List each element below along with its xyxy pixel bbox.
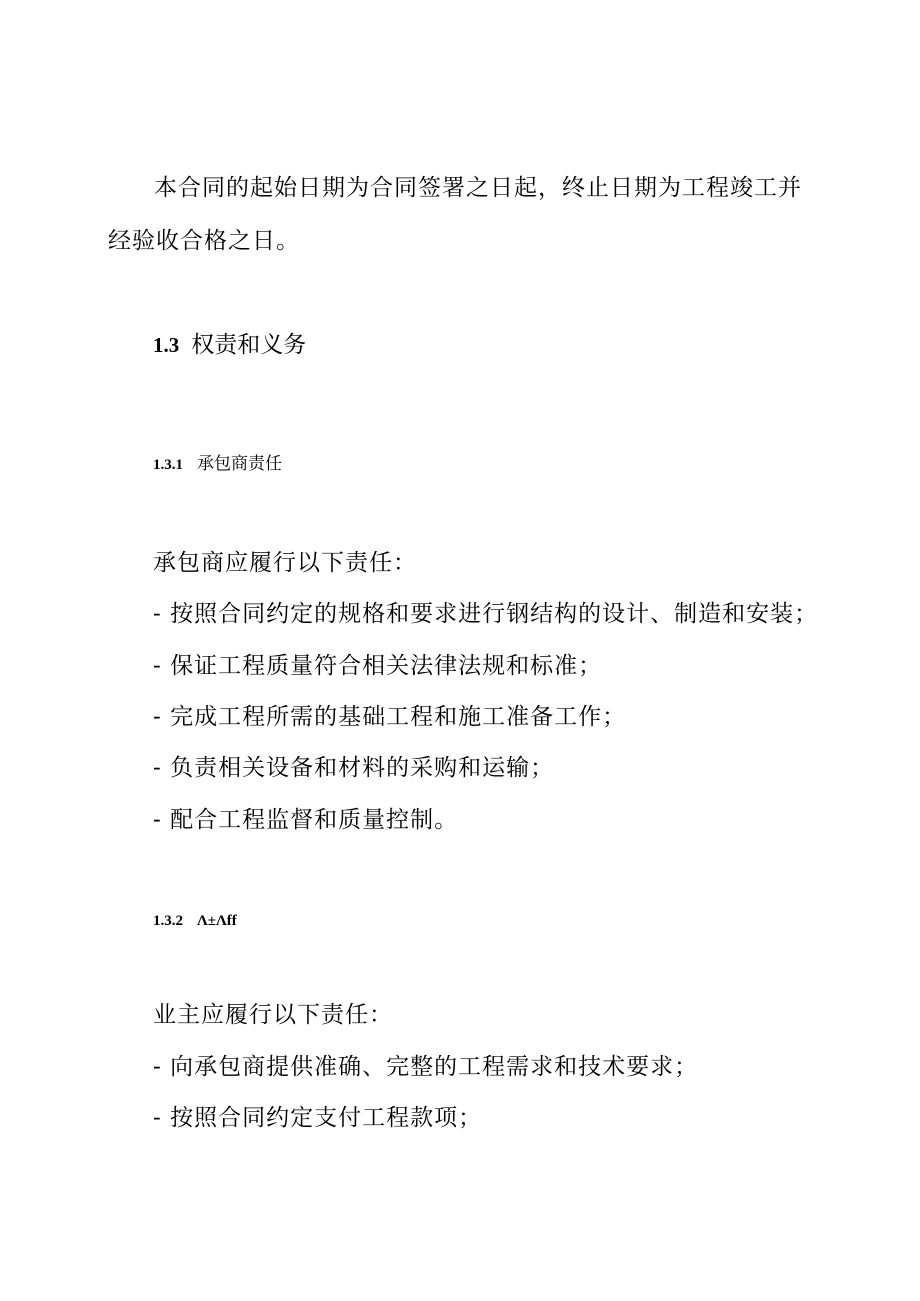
list-item: - 负责相关设备和材料的采购和运输； (153, 755, 555, 781)
list-item: - 保证工程质量符合相关法律法规和标准； (153, 653, 603, 679)
list-item: - 按照合同约定的规格和要求进行钢结构的设计、制造和安装； (153, 601, 819, 627)
contractor-lead-text: 承包商应履行以下责任： (153, 550, 417, 576)
subsection-title: 承包商责任 (197, 454, 282, 474)
intro-paragraph-text: 本合同的起始日期为合同签署之日起，终止日期为工程竣工并经验收合格之日。 (108, 175, 802, 254)
section-heading-1-3 (153, 330, 306, 360)
subsection-heading-1-3-1 (153, 452, 282, 477)
owner-lead-text: 业主应履行以下责任： (153, 1002, 393, 1028)
subsection-number: 1.3.2 (153, 913, 183, 929)
intro-paragraph (108, 162, 808, 268)
subsection-number: 1.3.1 (153, 457, 183, 473)
section-number: 1.3 (153, 333, 180, 357)
subsection-title: Λ±Λff (197, 913, 237, 929)
list-item: - 向承包商提供准确、完整的工程需求和技术要求； (153, 1054, 699, 1080)
list-item: - 按照合同约定支付工程款项； (153, 1105, 483, 1131)
list-item: - 配合工程监督和质量控制。 (153, 807, 459, 833)
section-title: 权责和义务 (191, 332, 307, 358)
list-item: - 完成工程所需的基础工程和施工准备工作； (153, 704, 627, 730)
subsection-heading-1-3-2 (153, 908, 237, 933)
